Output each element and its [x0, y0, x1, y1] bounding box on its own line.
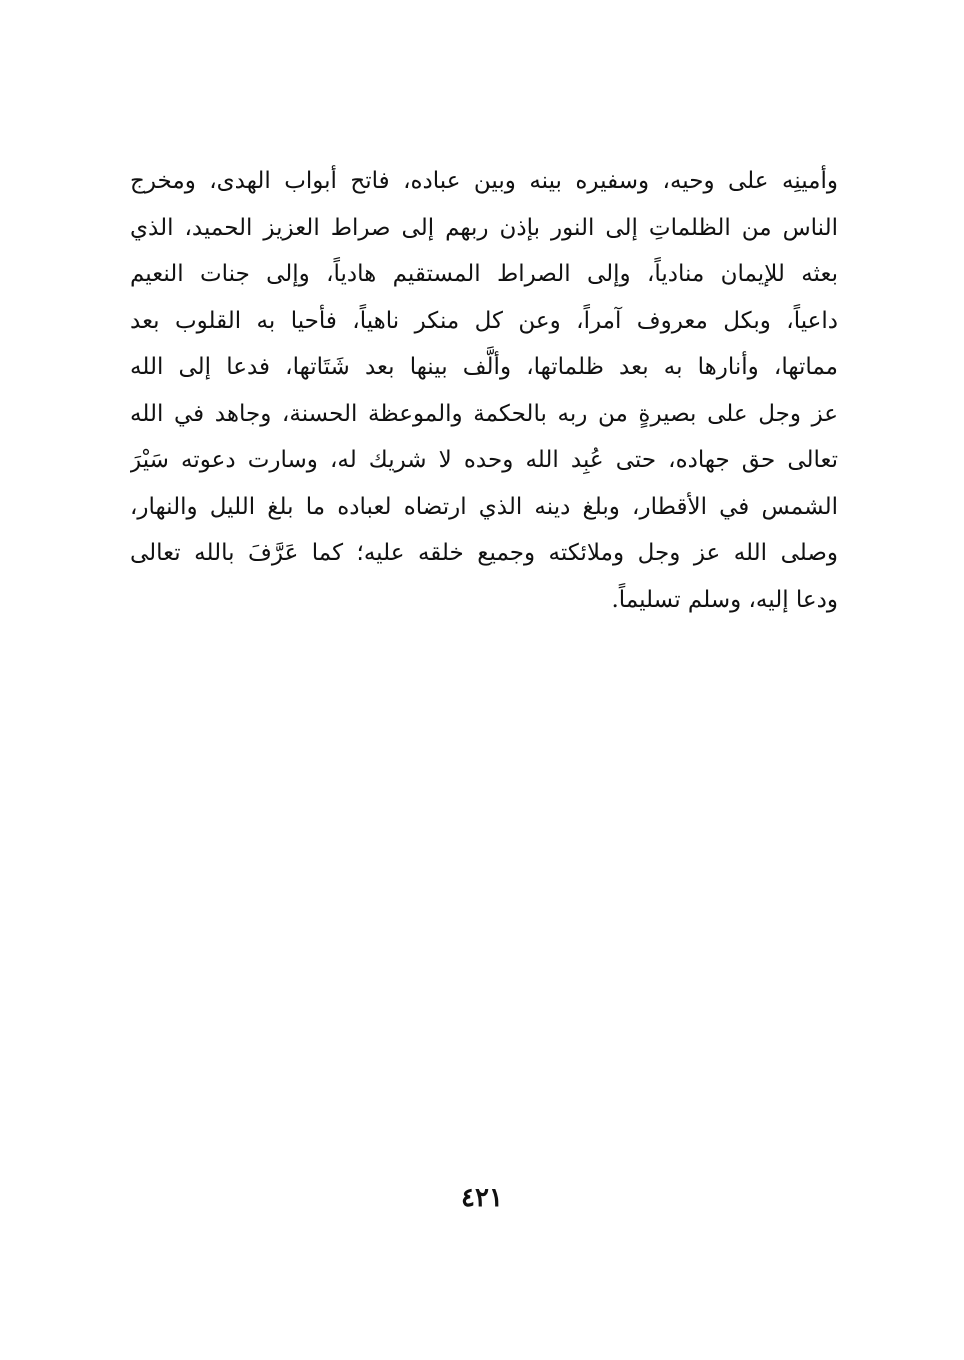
text-line: بعثه للإيمان منادياً، وإلى الصراط المستقيم هادياً، وإلى جنات النعيم — [130, 261, 838, 287]
text-line: الناس من الظلماتِ إلى النور بإذن ربهم إلى صراط العزيز الحميد، الذي — [130, 214, 838, 241]
text-line: مماتها، وأنارها به بعد ظلماتها، وألَّف بينها بعد شَتَاتها، فدعا إلى الله — [130, 354, 838, 380]
text-line: تعالى حق جهاده، حتى عُبِد الله وحده لا شريك له، وسارت دعوته سَيْرَ — [130, 447, 838, 473]
text-line: ودعا إليه، وسلم تسليماً. — [611, 586, 838, 613]
text-line: وصلى الله عز وجل وملائكته وجميع خلقه عليه؛ كما عَرَّفَ بالله تعالى — [130, 540, 838, 566]
text-line: الشمس في الأقطار، وبلغ دينه الذي ارتضاه لعباده ما بلغ الليل والنهار، — [130, 493, 838, 520]
text-line: عز وجل على بصيرةٍ من ربه بالحكمة والموعظة الحسنة، وجاهد في الله — [130, 400, 838, 427]
text-line: وأمينِه على وحيه، وسفيره بينه وبين عباده، فاتح أبواب الهدى، ومخرج — [130, 168, 838, 194]
body-paragraph — [130, 158, 838, 623]
text-line: داعياً، وبكل معروف آمراً، وعن كل منكر ناهياً، فأحيا به القلوب بعد — [130, 307, 838, 334]
page-number: ٤٢١ — [461, 1183, 503, 1213]
